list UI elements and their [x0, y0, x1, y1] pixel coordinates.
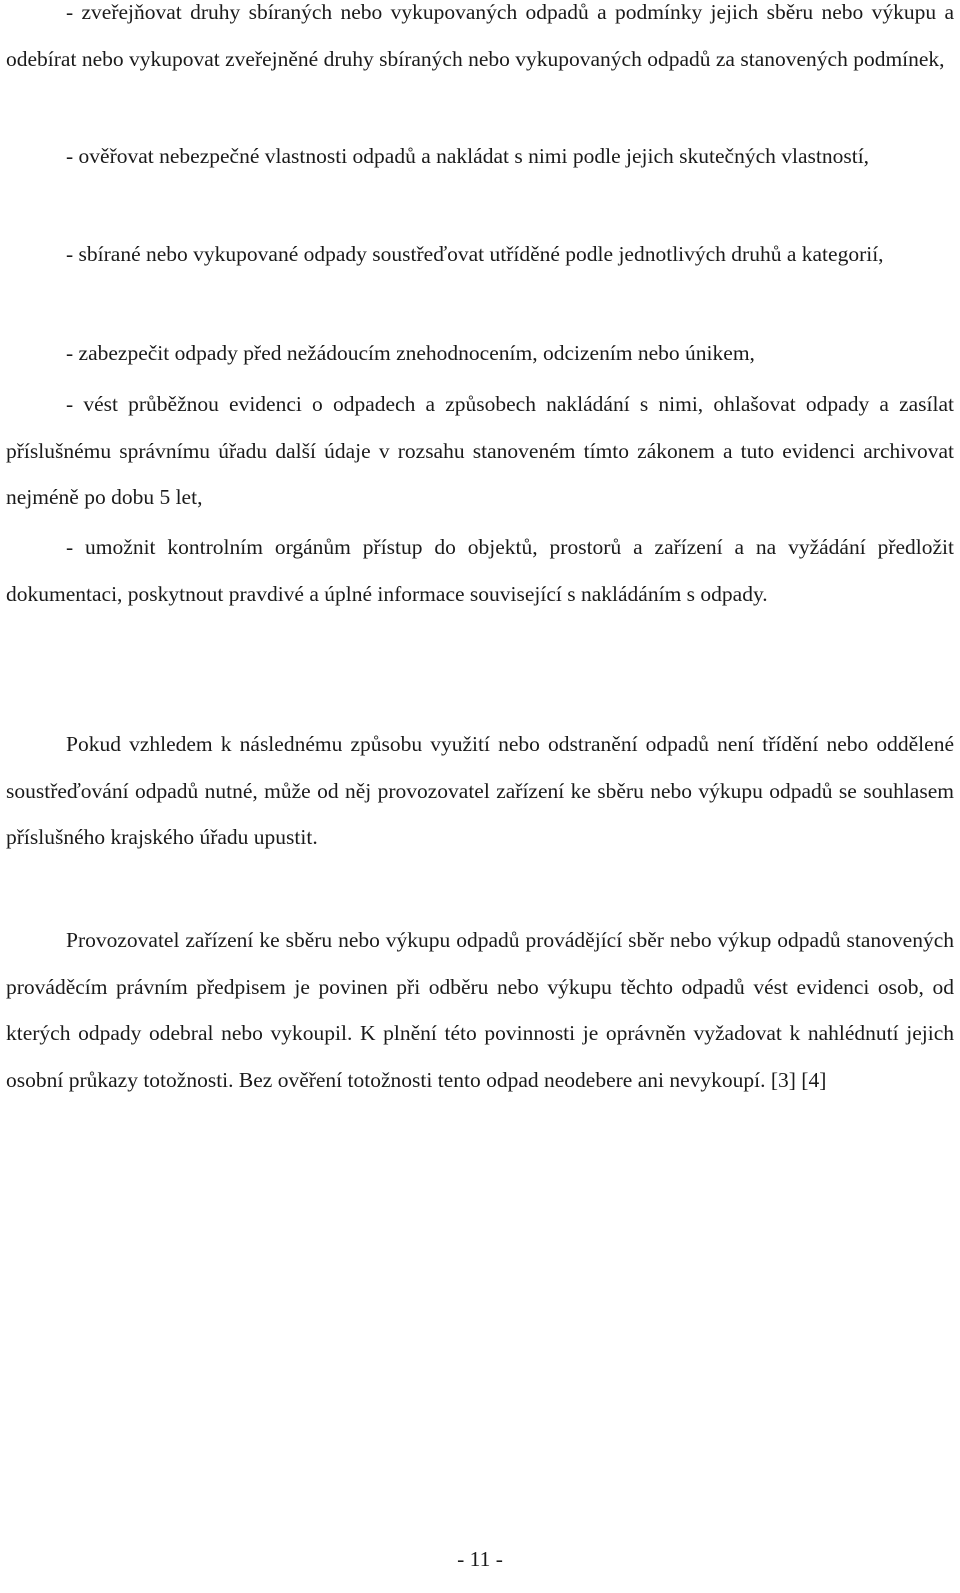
- body-paragraph: Pokud vzhledem k následnému způsobu využití nebo odstranění odpadů není třídění nebo oddělené soustřeďování odpadů nutné, může od něj provozovatel zařízení ke sběru nebo výkupu odpadů se souhlasem příslušného krajského úřadu upustit.: [6, 732, 954, 849]
- list-item: - sbírané nebo vykupované odpady soustřeďovat utříděné podle jednotlivých druhů a kategorií,: [66, 242, 884, 266]
- list-item: - ověřovat nebezpečné vlastnosti odpadů a nakládat s nimi podle jejich skutečných vlastností,: [66, 144, 870, 168]
- list-item: - zveřejňovat druhy sbíraných nebo vykupovaných odpadů a podmínky jejich sběru nebo výkupu a odebírat nebo vykupovat zveřejněné druhy sbíraných nebo vykupovaných odpadů za stanovených podmínek,: [6, 0, 954, 71]
- page-number: - 11 -: [457, 1547, 503, 1571]
- list-item: - zabezpečit odpady před nežádoucím znehodnocením, odcizením nebo únikem,: [66, 341, 755, 365]
- body-paragraph: Provozovatel zařízení ke sběru nebo výkupu odpadů provádějící sběr nebo výkup odpadů stanovených prováděcím právním předpisem je povinen při odběru nebo výkupu těchto odpadů vést evidenci osob, od kterých odpady odebral nebo vykoupil. K plnění této povinnosti je oprávněn vyžadovat k nahlédnutí jejich osobní průkazy totožnosti. Bez ověření totožnosti tento odpad neodebere ani nevykoupí. [3] [4]: [6, 928, 954, 1092]
- list-item: - vést průběžnou evidenci o odpadech a způsobech nakládání s nimi, ohlašovat odpady a zasílat příslušnému správnímu úřadu další údaje v rozsahu stanoveném tímto zákonem a tuto evidenci archivovat nejméně po dobu 5 let,: [6, 392, 954, 509]
- list-item: - umožnit kontrolním orgánům přístup do objektů, prostorů a zařízení a na vyžádání předložit dokumentaci, poskytnout pravdivé a úplné informace související s nakládáním s odpady.: [6, 535, 954, 606]
